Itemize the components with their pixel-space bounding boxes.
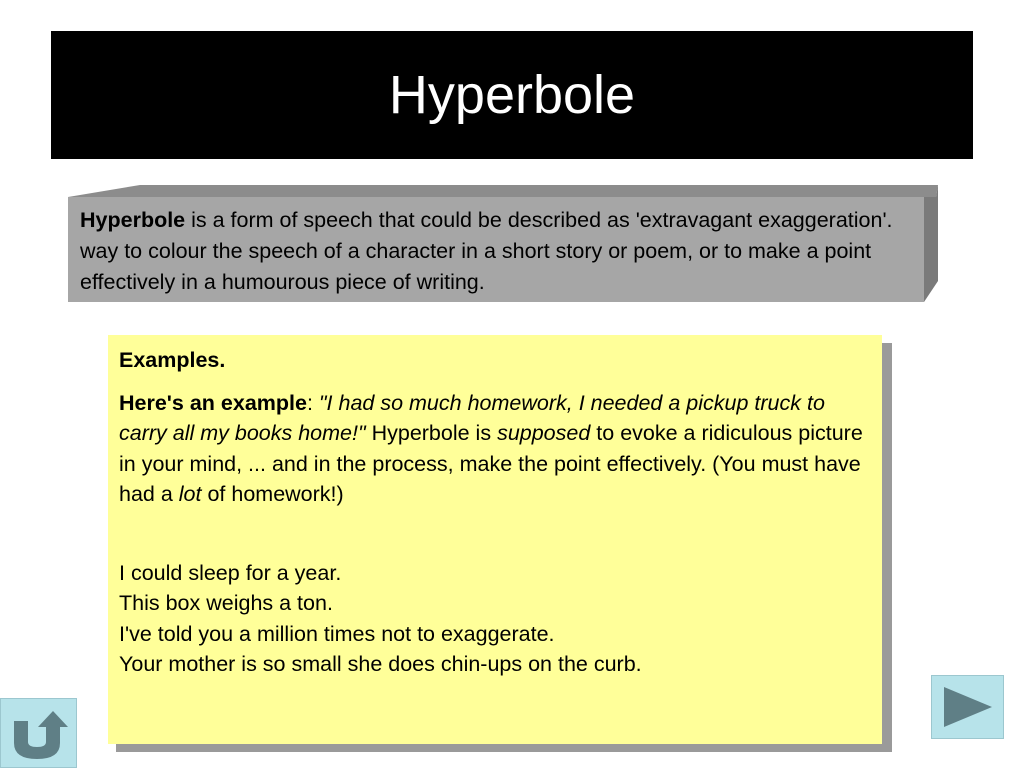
- list-item: I could sleep for a year.: [119, 560, 342, 585]
- example-emphasis-lot: lot: [178, 482, 202, 506]
- slide-title: Hyperbole: [388, 65, 636, 125]
- example-list: [119, 558, 871, 680]
- title-bar: [51, 31, 973, 159]
- examples-heading: Examples.: [119, 348, 226, 372]
- definition-panel: [68, 185, 938, 302]
- example-explain-3: of homework!): [201, 482, 344, 506]
- examples-box: [108, 335, 882, 744]
- example-colon: :: [306, 390, 319, 415]
- example-explain-1: Hyperbole is: [365, 421, 498, 445]
- definition-term: Hyperbole: [80, 208, 186, 232]
- example-label: Here's an example: [119, 390, 307, 415]
- example-emphasis-supposed: supposed: [497, 421, 591, 445]
- back-button[interactable]: [0, 698, 77, 768]
- next-button[interactable]: [931, 675, 1004, 739]
- definition-text: [80, 205, 920, 298]
- example-quote: "I had so much homework, I needed a pickup truck to carry all my books home!": [119, 390, 825, 445]
- play-triangle-icon: [932, 676, 1003, 738]
- list-item: Your mother is so small she does chin-ups on the curb.: [119, 652, 642, 676]
- example-explain-2: to evoke a ridiculous picture in your mind, ... and in the process, make the point effectively. (You must have had a: [119, 421, 863, 506]
- return-u-turn-icon: [1, 699, 76, 767]
- example-paragraph: [119, 388, 871, 510]
- list-item: I've told you a million times not to exaggerate.: [119, 621, 555, 646]
- definition-body: is a form of speech that could be described as 'extravagant exaggeration'. way to colour the speech of a character in a short story or poem, or to make a point effectively in a humourous piece of writing.: [80, 208, 893, 294]
- list-item: This box weighs a ton.: [119, 591, 333, 615]
